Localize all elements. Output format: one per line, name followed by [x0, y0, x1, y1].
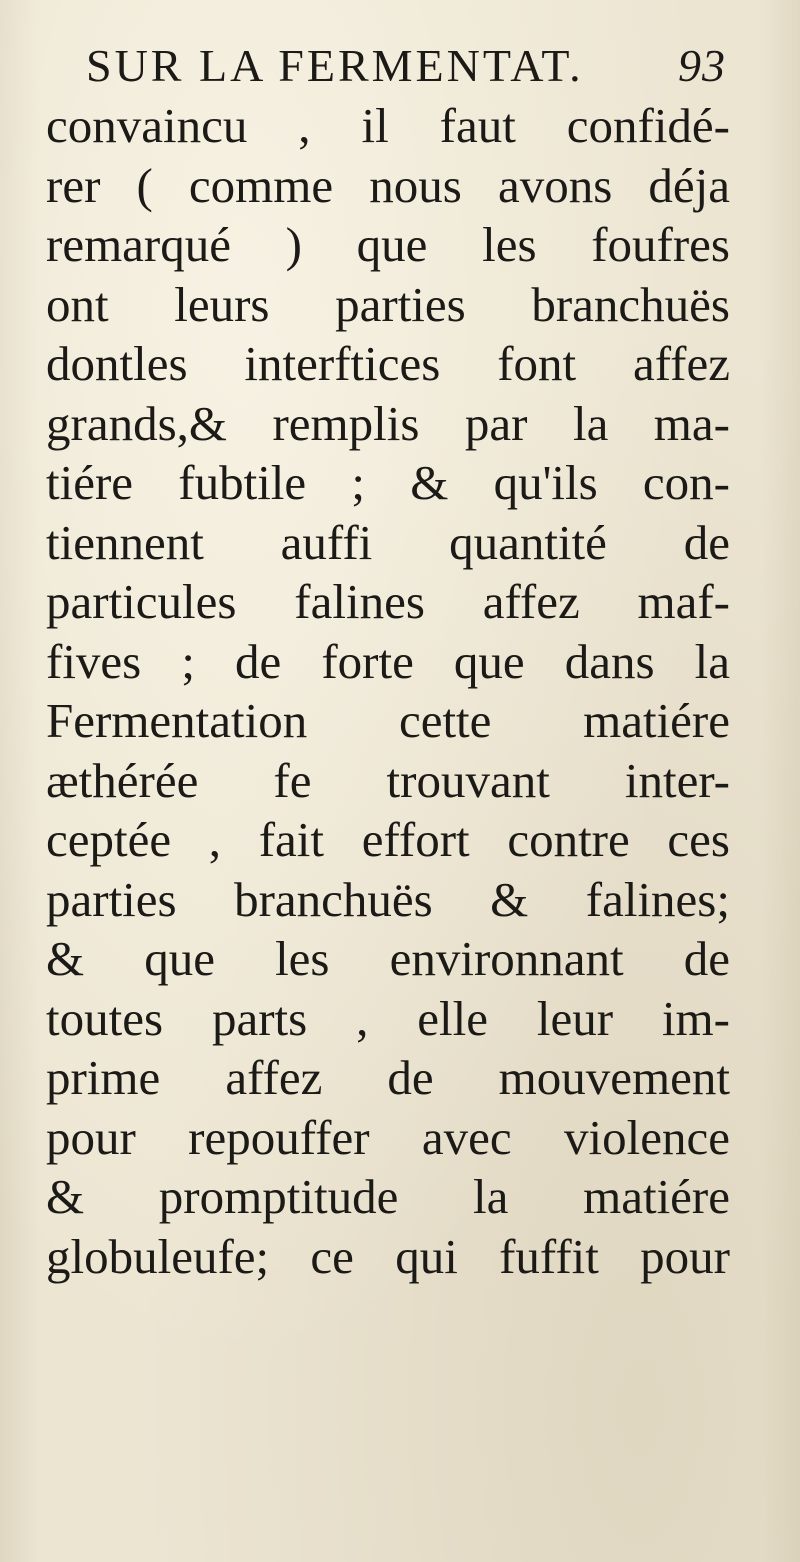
text-line: parties branchuës & falines;	[46, 871, 730, 927]
page-number: 93	[678, 40, 726, 91]
text-line: dontles interftices font affez	[46, 336, 730, 391]
text-line: rer ( comme nous avons déja	[46, 157, 730, 213]
text-line: tiennent auffi quantité de	[46, 514, 730, 570]
running-head-title: SUR LA FERMENTAT.	[86, 40, 584, 91]
text-line: Fermentation cette matiére	[46, 693, 730, 748]
text-line: ont leurs parties branchuës	[46, 276, 730, 332]
text-line: remarqué ) que les foufres	[46, 217, 730, 272]
text-line: pour repouffer avec violence	[46, 1109, 730, 1165]
text-line: tiére fubtile ; & qu'ils con-	[46, 455, 730, 510]
text-line: & que les environnant de	[46, 931, 730, 986]
text-line: æthérée fe trouvant inter-	[46, 752, 730, 808]
text-line: prime affez de mouvement	[46, 1050, 730, 1105]
body-text	[46, 96, 730, 1286]
text-line: particules falines affez maf-	[46, 574, 730, 629]
text-line: fives ; de forte que dans la	[46, 633, 730, 689]
text-line: ceptée , fait effort contre ces	[46, 812, 730, 867]
text-line: grands,& remplis par la ma-	[46, 395, 730, 451]
text-line: toutes parts , elle leur im-	[46, 990, 730, 1046]
text-line: convaincu , il faut confidé-	[46, 98, 730, 153]
text-line: globuleufe; ce qui fuffit pour	[46, 1228, 730, 1284]
text-line: & promptitude la matiére	[46, 1169, 730, 1224]
running-head	[86, 40, 726, 92]
